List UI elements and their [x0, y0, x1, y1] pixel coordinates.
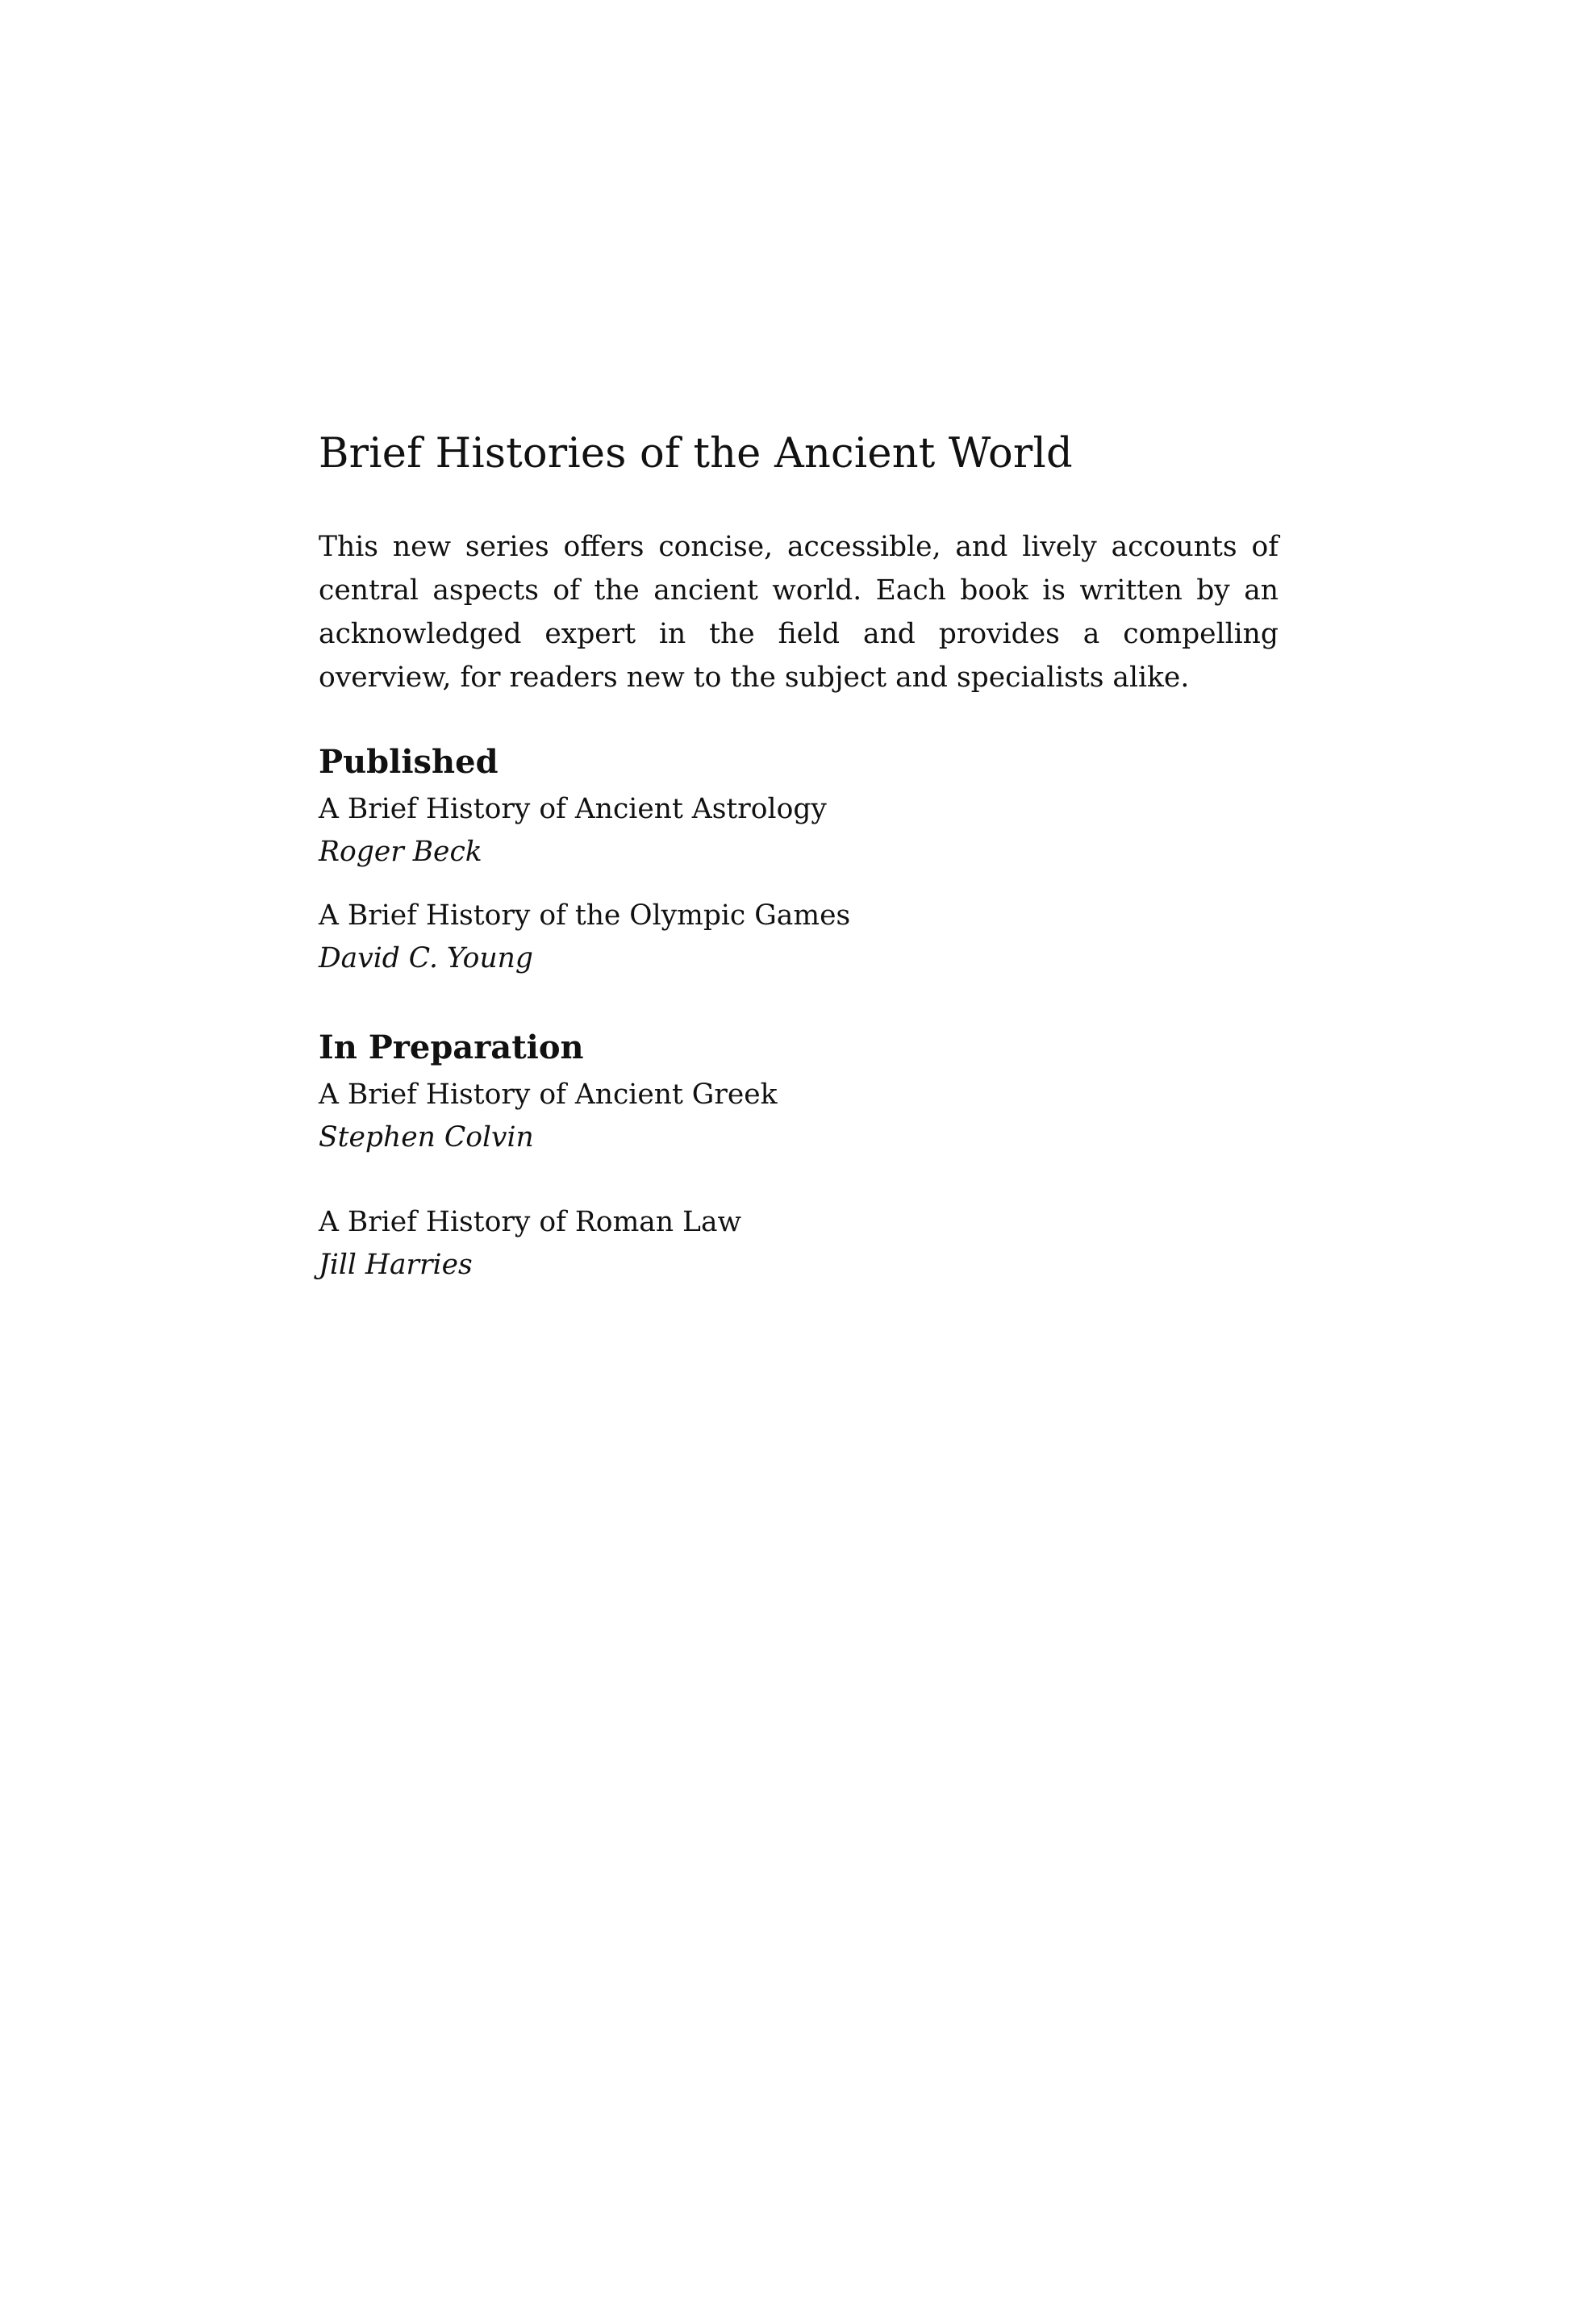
book-author: Roger Beck: [319, 836, 482, 868]
book-entry: [319, 788, 1287, 874]
book-author: David C. Young: [319, 942, 533, 974]
in-preparation-section: [319, 1022, 1287, 1287]
book-entry: [319, 895, 1287, 980]
book-entry: [319, 1201, 1287, 1287]
book-title: A Brief History of the Olympic Games: [319, 899, 851, 932]
book-author: Stephen Colvin: [319, 1121, 534, 1154]
book-author: Jill Harries: [319, 1249, 473, 1281]
book-title: A Brief History of Roman Law: [319, 1206, 742, 1238]
published-section: [319, 736, 1287, 980]
book-title: A Brief History of Ancient Astrology: [319, 793, 827, 825]
series-title: Brief Histories of the Ancient World: [319, 430, 1073, 478]
published-heading: Published: [319, 743, 498, 781]
book-entry: [319, 1074, 1287, 1159]
book-title: A Brief History of Ancient Greek: [319, 1079, 778, 1111]
series-page: [319, 426, 1287, 1287]
series-description: This new series offers concise, accessible, and lively accounts of central aspects of the ancient world. Each book is written by an acknowledged expert in the field and provides a compelling overview, for readers new to the subject and specialists alike.: [319, 531, 1279, 694]
in-preparation-heading: In Preparation: [319, 1028, 584, 1066]
